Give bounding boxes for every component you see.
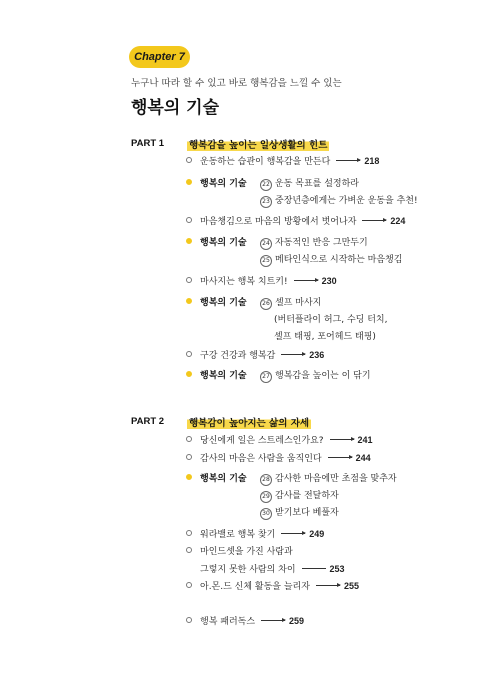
- skill-item[interactable]: [260, 506, 339, 520]
- page-number: 218: [364, 156, 380, 166]
- page-number: 236: [309, 350, 325, 360]
- entry-text: 마사지는 행복 치트키!: [200, 277, 288, 287]
- entry-text: 마음챙김으로 마음의 방황에서 벗어나자: [200, 217, 357, 227]
- page-number: 255: [343, 581, 359, 591]
- skill-item[interactable]: [260, 296, 321, 310]
- page-number: 244: [355, 453, 371, 463]
- arrow-icon: [316, 585, 340, 586]
- arrow-icon: [362, 220, 386, 221]
- skill-text: 중장년층에게는 가벼운 운동을 추천!: [275, 196, 418, 206]
- bullet-icon: [186, 298, 192, 304]
- bullet-icon: [186, 436, 192, 442]
- chapter-subtitle: 누구나 따라 할 수 있고 바로 행복감을 느낄 수 있는: [131, 78, 342, 89]
- page-number: 241: [357, 435, 373, 445]
- bullet-icon: [186, 371, 192, 377]
- arrow-icon: [261, 620, 285, 621]
- skill-number: 26: [260, 298, 272, 310]
- entry-text: 당신에게 일은 스트레스인가요?: [200, 436, 324, 446]
- entry-text: 구강 건강과 행복감: [200, 351, 276, 361]
- entry-text: 운동하는 습관이 행복감을 만든다: [200, 157, 331, 167]
- bullet-icon: [186, 217, 192, 223]
- page-number: 224: [390, 216, 406, 226]
- entry-text: 워라밸로 행복 찾기: [200, 530, 276, 540]
- page-number: 230: [321, 276, 337, 286]
- arrow-icon: [328, 457, 352, 458]
- skill-number: 22: [260, 179, 272, 191]
- bullet-icon: [186, 530, 192, 536]
- skill-label: 행복의 기술: [200, 238, 247, 248]
- skill-number: 30: [260, 508, 272, 520]
- skill-item[interactable]: [260, 177, 359, 191]
- skill-item[interactable]: [260, 489, 339, 503]
- bullet-icon: [186, 617, 192, 623]
- bullet-icon: [186, 474, 192, 480]
- bullet-icon: [186, 351, 192, 357]
- entry-text: 감사의 마음은 사람을 움직인다: [200, 454, 322, 464]
- toc-entry[interactable]: [186, 545, 293, 559]
- skill-heading: [186, 236, 247, 250]
- skill-text: 운동 목표를 설정하라: [275, 179, 359, 189]
- skill-item[interactable]: [260, 194, 418, 208]
- skill-label: 행복의 기술: [200, 371, 247, 381]
- skill-item[interactable]: [260, 369, 371, 383]
- arrow-icon: [281, 354, 305, 355]
- skill-text: 감사한 마음에만 초점을 맞추자: [275, 474, 397, 484]
- skill-item[interactable]: [260, 236, 368, 250]
- page-number: 249: [309, 529, 325, 539]
- skill-text: 자동적인 반응 그만두기: [275, 238, 368, 248]
- arrow-icon: [302, 568, 326, 569]
- skill-number: 25: [260, 255, 272, 267]
- arrow-icon: [294, 280, 318, 281]
- skill-number: 28: [260, 474, 272, 486]
- skill-text-continued: (버터플라이 허그, 수딩 터치,: [274, 315, 388, 325]
- chapter-badge: Chapter 7: [129, 46, 190, 68]
- skill-number: 23: [260, 196, 272, 208]
- toc-entry[interactable]: [186, 274, 337, 288]
- skill-item[interactable]: [260, 472, 397, 486]
- part2-title: 행복감이 높아지는 삶의 자세: [187, 414, 311, 430]
- arrow-icon: [281, 533, 305, 534]
- toc-entry[interactable]: [186, 154, 379, 168]
- entry-text: 마인드셋을 가진 사람과: [200, 547, 293, 557]
- skill-heading: [186, 177, 247, 191]
- skill-text: 행복감을 높이는 이 닦기: [275, 371, 371, 381]
- part2-label: PART 2: [131, 416, 165, 427]
- skill-text: 셀프 마사지: [275, 298, 322, 308]
- toc-entry[interactable]: [186, 579, 359, 593]
- entry-text: 행복 패러독스: [200, 617, 256, 627]
- page-number: 253: [329, 564, 345, 574]
- entry-text: 아.몬.드 신체 활동을 늘리자: [200, 582, 310, 592]
- skill-label: 행복의 기술: [200, 179, 247, 189]
- skill-label: 행복의 기술: [200, 298, 247, 308]
- skill-number: 24: [260, 238, 272, 250]
- skill-item[interactable]: [260, 253, 402, 267]
- toc-entry[interactable]: [186, 451, 371, 465]
- skill-number: 27: [260, 371, 272, 383]
- skill-text-continued: 셀프 태핑, 포어헤드 태핑): [274, 332, 376, 342]
- entry-text: 그렇지 못한 사람의 차이: [200, 565, 296, 575]
- skill-label: 행복의 기술: [200, 474, 247, 484]
- toc-entry[interactable]: [186, 348, 324, 362]
- skill-heading: [186, 296, 247, 310]
- part1-label: PART 1: [131, 138, 165, 149]
- part1-title: 행복감을 높이는 일상생활의 힌트: [187, 136, 329, 152]
- bullet-icon: [186, 547, 192, 553]
- toc-entry[interactable]: [186, 214, 405, 228]
- bullet-icon: [186, 238, 192, 244]
- bullet-icon: [186, 454, 192, 460]
- toc-entry[interactable]: [186, 433, 373, 447]
- skill-text: 감사를 전달하자: [275, 491, 339, 501]
- skill-heading: [186, 369, 247, 383]
- bullet-icon: [186, 157, 192, 163]
- bullet-icon: [186, 179, 192, 185]
- bullet-icon: [186, 277, 192, 283]
- chapter-title: 행복의 기술: [131, 98, 220, 118]
- skill-heading: [186, 472, 247, 486]
- arrow-icon: [330, 439, 354, 440]
- arrow-icon: [336, 160, 360, 161]
- skill-text: 받기보다 베풀자: [275, 508, 339, 518]
- toc-entry-continued[interactable]: [200, 562, 345, 576]
- bullet-icon: [186, 582, 192, 588]
- skill-number: 29: [260, 491, 272, 503]
- skill-text: 메타인식으로 시작하는 마음챙김: [275, 255, 403, 265]
- toc-entry[interactable]: [186, 614, 304, 628]
- page-number: 259: [289, 616, 305, 626]
- toc-entry[interactable]: [186, 527, 324, 541]
